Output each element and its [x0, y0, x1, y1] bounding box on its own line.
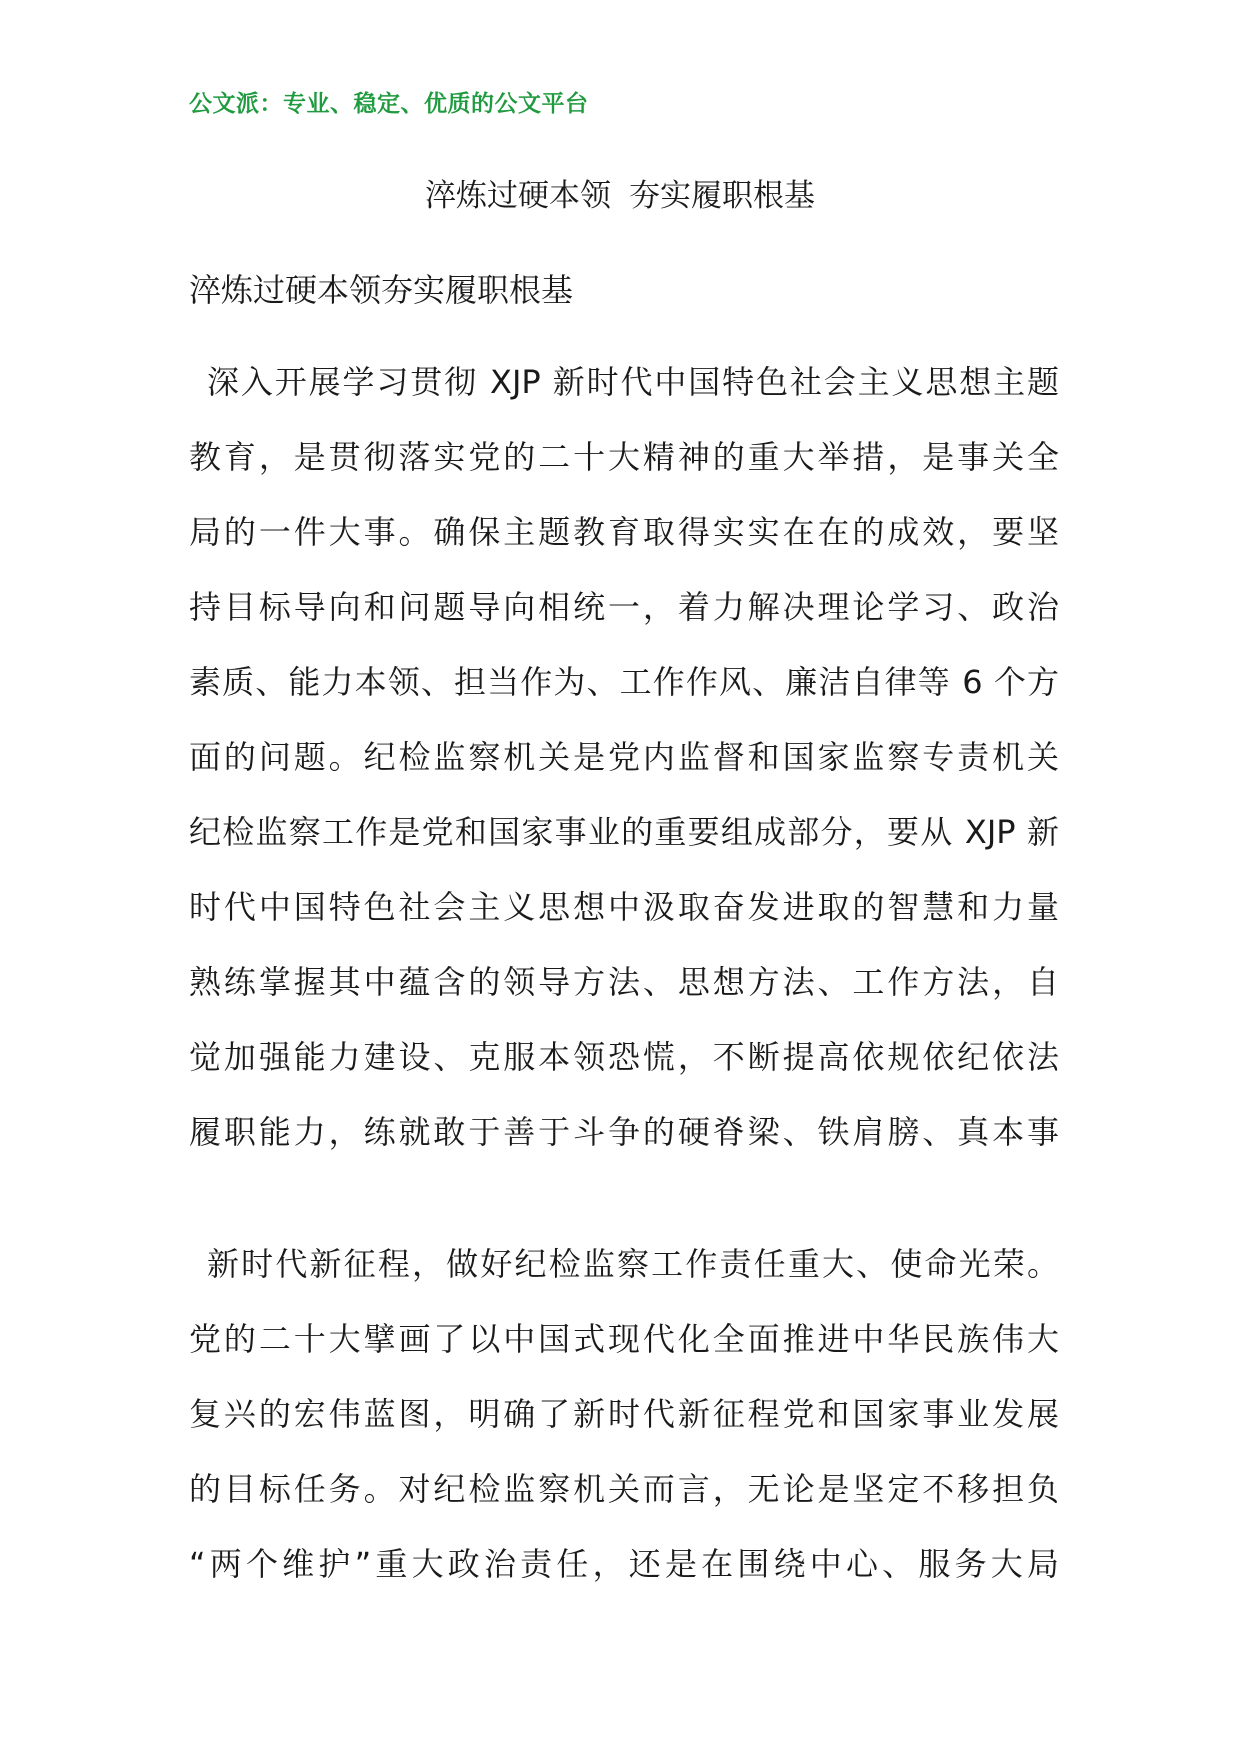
title-part-2: 夯实履职根基 [629, 178, 815, 214]
paragraph-line: 熟练掌握其中蕴含的领导方法、思想方法、工作方法，自 [189, 963, 1059, 1001]
paragraph-1 [189, 345, 1059, 1170]
document-title [0, 174, 1240, 218]
paragraph-line: 新时代新征程，做好纪检监察工作责任重大、使命光荣。 [207, 1245, 1059, 1283]
paragraph-line: 教育，是贯彻落实党的二十大精神的重大举措，是事关全 [189, 438, 1059, 476]
paragraph-line: 持目标导向和问题导向相统一，着力解决理论学习、政治 [189, 588, 1059, 626]
paragraph-line: 的目标任务。对纪检监察机关而言，无论是坚定不移担负 [189, 1470, 1059, 1508]
paragraph-line: 纪检监察工作是党和国家事业的重要组成部分，要从 XJP 新 [189, 813, 1059, 851]
paragraph-2 [189, 1227, 1059, 1602]
paragraph-line: 时代中国特色社会主义思想中汲取奋发进取的智慧和力量 [189, 888, 1059, 926]
paragraph-line: 局的一件大事。确保主题教育取得实实在在的成效，要坚 [189, 513, 1059, 551]
paragraph-line: 深入开展学习贯彻 XJP 新时代中国特色社会主义思想主题 [207, 363, 1059, 401]
paragraph-line: 党的二十大擘画了以中国式现代化全面推进中华民族伟大 [189, 1320, 1059, 1358]
title-part-1: 淬炼过硬本领 [425, 178, 611, 214]
paragraph-line: 素质、能力本领、担当作为、工作作风、廉洁自律等 6 个方 [189, 663, 1059, 701]
paragraph-line: 面的问题。纪检监察机关是党内监督和国家监察专责机关 [189, 738, 1059, 776]
paragraph-line: 觉加强能力建设、克服本领恐慌，不断提高依规依纪依法 [189, 1038, 1059, 1076]
brand-header: 公文派：专业、稳定、优质的公文平台 [189, 91, 589, 117]
paragraph-line: 复兴的宏伟蓝图，明确了新时代新征程党和国家事业发展 [189, 1395, 1059, 1433]
paragraph-line: 履职能力，练就敢于善于斗争的硬脊梁、铁肩膀、真本事 [189, 1113, 1059, 1151]
paragraph-line: “两个维护”重大政治责任，还是在围绕中心、服务大局 [189, 1545, 1059, 1583]
document-subtitle: 淬炼过硬本领夯实履职根基 [189, 271, 574, 309]
